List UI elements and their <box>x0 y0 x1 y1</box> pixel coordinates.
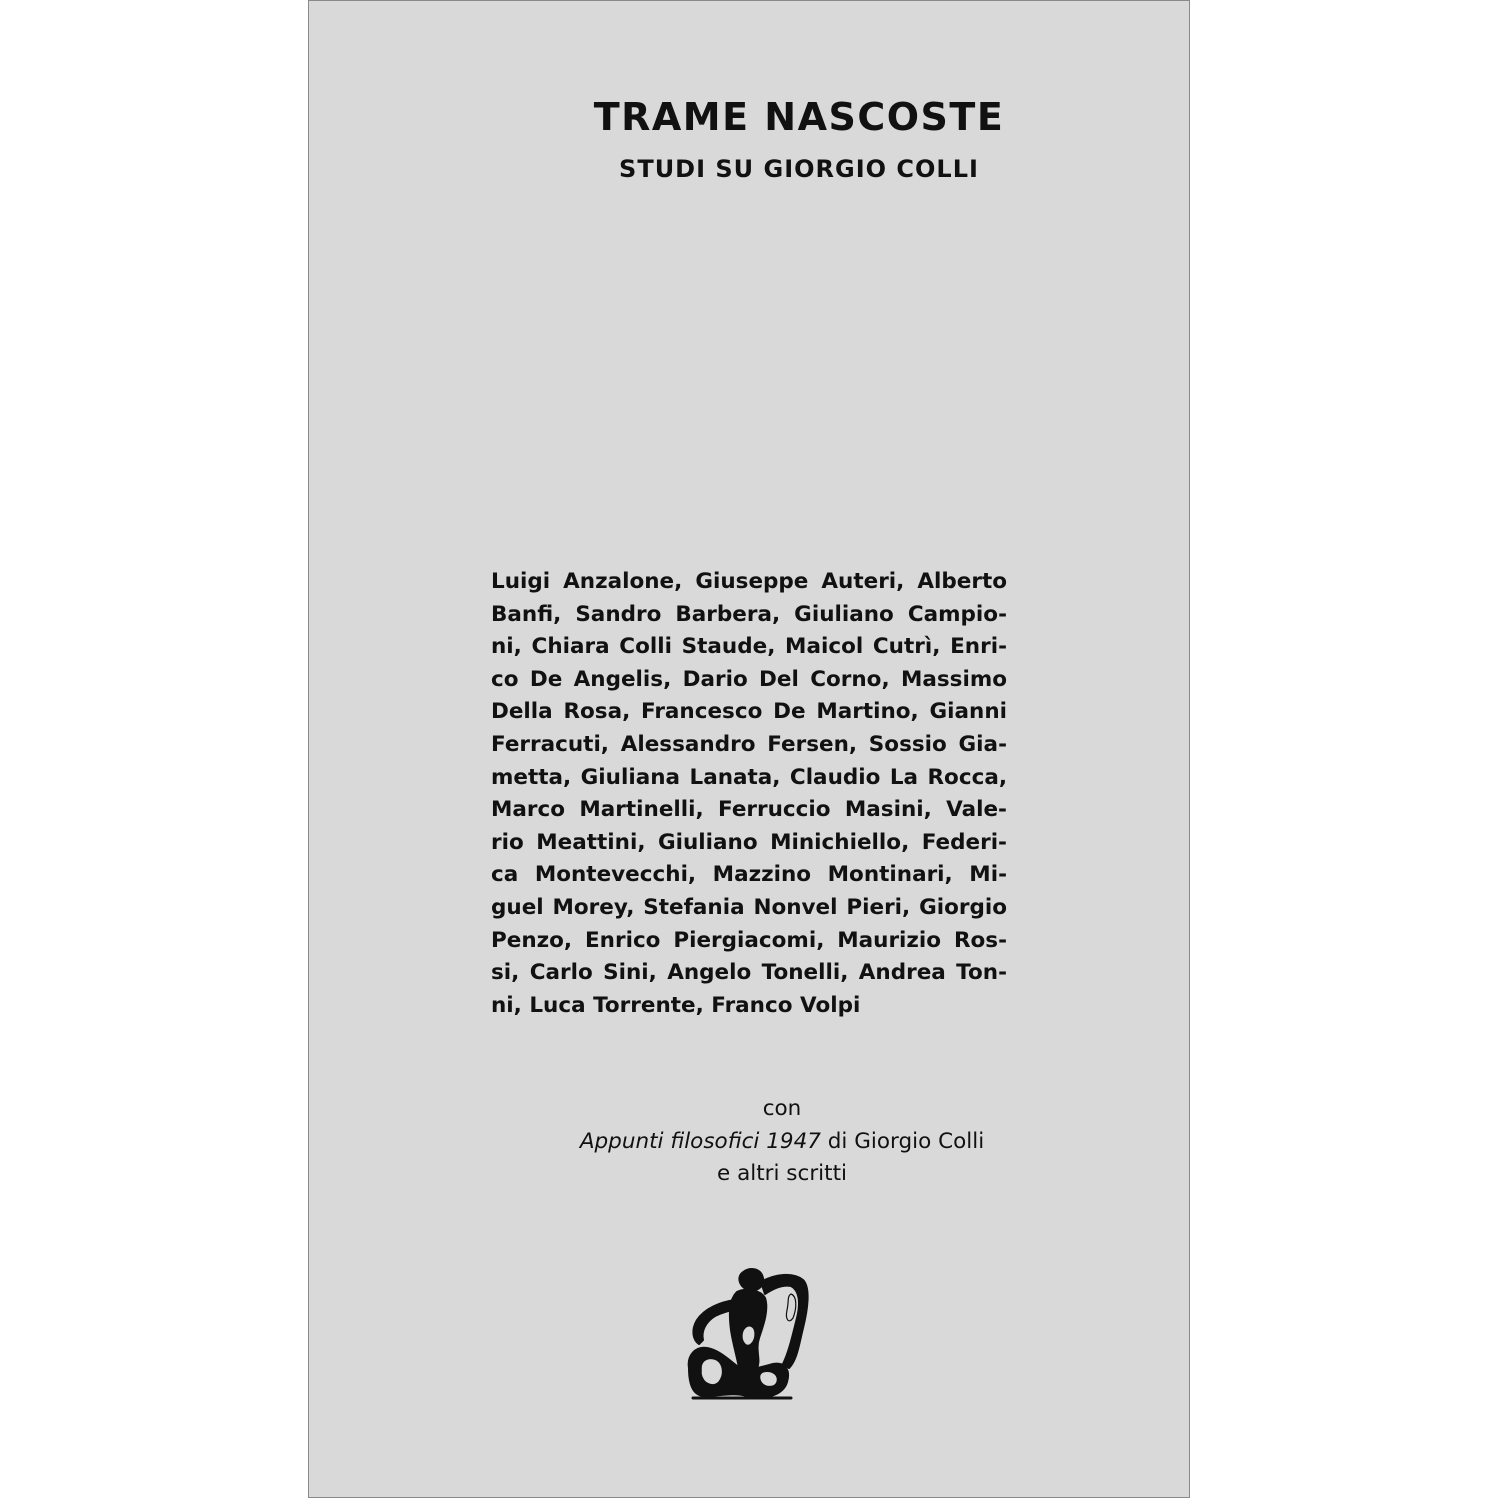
work-author: di Giorgio Colli <box>820 1128 985 1154</box>
book-subtitle: STUDI SU GIORGIO COLLI <box>619 155 979 183</box>
author-list <box>491 566 1007 1022</box>
author-line: ni, Luca Torrente, Franco Volpi <box>491 992 861 1018</box>
book-cover <box>308 0 1190 1498</box>
author-line: si, Carlo Sini, Angelo Tonelli, Andrea Ton- <box>491 960 1007 986</box>
author-line: Banfi, Sandro Barbera, Giuliano Campio- <box>491 601 1007 627</box>
work-line <box>557 1126 1007 1159</box>
other-writings: e altri scritti <box>717 1161 847 1186</box>
author-line: guel Morey, Stefania Nonvel Pieri, Giorgio <box>491 894 1007 920</box>
author-line: ca Montevecchi, Mazzino Montinari, Mi- <box>491 862 1007 888</box>
author-line: co De Angelis, Dario Del Corno, Massimo <box>491 666 1007 692</box>
author-line: rio Meattini, Giuliano Minichiello, Federi- <box>491 829 1007 855</box>
work-title: Appunti filosofici 1947 <box>579 1128 821 1154</box>
author-line: Penzo, Enrico Piergiacomi, Maurizio Ros- <box>491 927 1007 953</box>
book-title: TRAME NASCOSTE <box>593 95 1005 139</box>
author-line: metta, Giuliana Lanata, Claudio La Rocca, <box>491 764 1007 790</box>
author-line: Ferracuti, Alessandro Fersen, Sossio Gia- <box>491 731 1007 757</box>
author-line: Marco Martinelli, Ferruccio Masini, Vale- <box>491 797 1007 823</box>
author-line: Della Rosa, Francesco De Martino, Gianni <box>491 699 1007 725</box>
author-line: Luigi Anzalone, Giuseppe Auteri, Alberto <box>491 569 1007 594</box>
con-label: con <box>762 1096 802 1121</box>
publisher-figure-sculpture-icon <box>679 1264 815 1404</box>
author-line: ni, Chiara Colli Staude, Maicol Cutrì, Enri- <box>491 634 1007 660</box>
content-note <box>491 1093 1007 1191</box>
